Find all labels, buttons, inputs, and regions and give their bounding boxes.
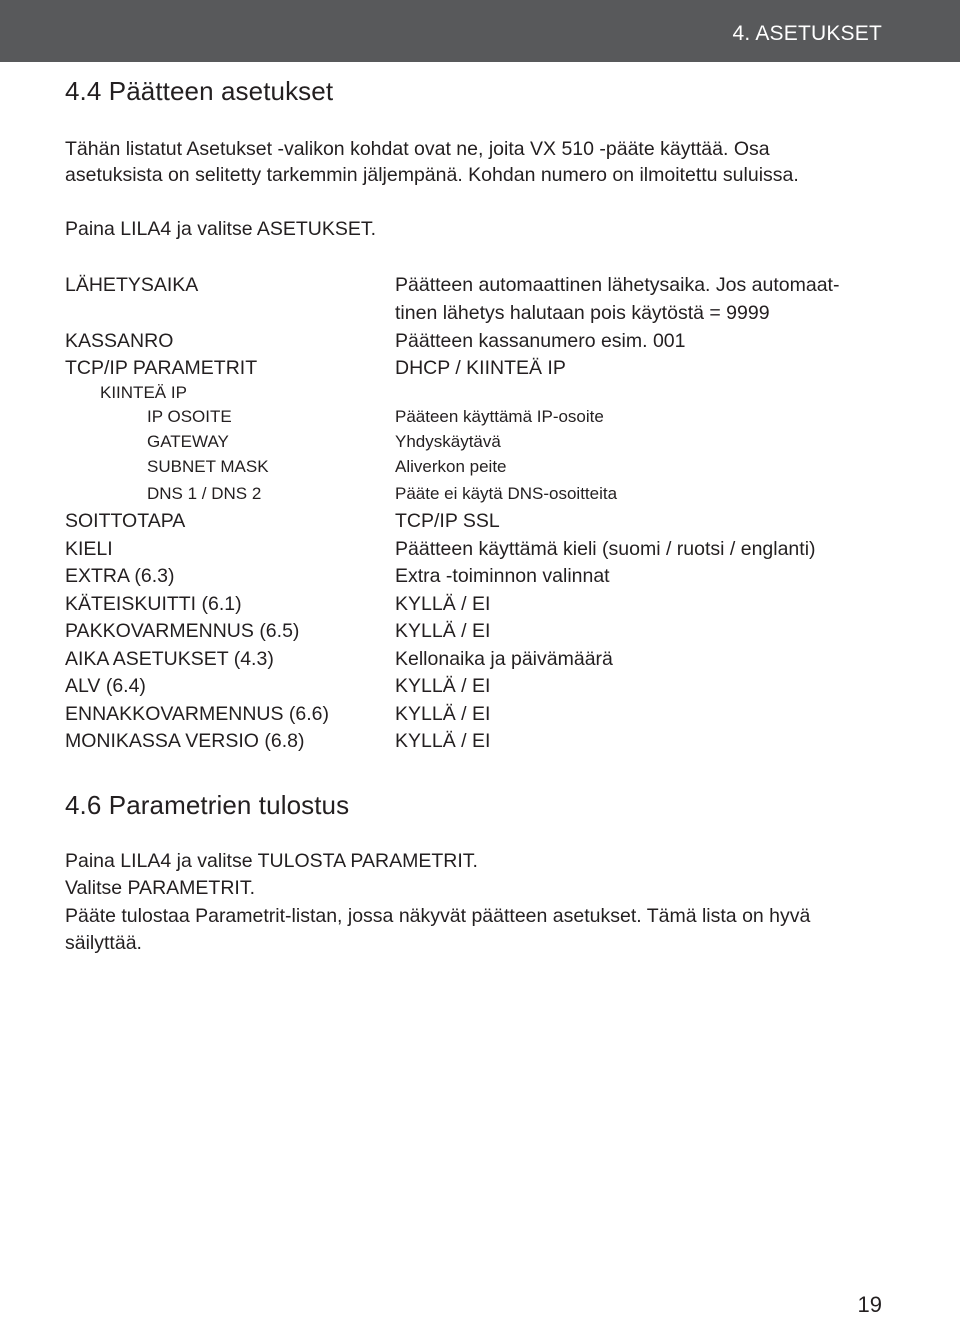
setting-name: KIINTEÄ IP [100, 383, 187, 402]
setting-name: EXTRA (6.3) [65, 565, 175, 587]
setting-name: SOITTOTAPA [65, 510, 186, 532]
setting-value: TCP/IP SSL [395, 510, 500, 532]
setting-value: KYLLÄ / EI [395, 703, 491, 725]
section-title-4-6: 4.6 Parametrien tulostus [65, 790, 350, 820]
setting-value: Pääte ei käytä DNS-osoitteita [395, 484, 618, 503]
print-instruction-line-1: Paina LILA4 ja valitse TULOSTA PARAMETRIT. [65, 850, 478, 872]
header-bar [0, 0, 960, 62]
section-title-4-4: 4.4 Päätteen asetukset [65, 76, 334, 106]
setting-name: TCP/IP PARAMETRIT [65, 357, 258, 379]
setting-value: Aliverkon peite [395, 457, 507, 476]
setting-name: DNS 1 / DNS 2 [147, 484, 262, 503]
setting-value: Yhdyskäytävä [395, 432, 501, 451]
setting-name: AIKA ASETUKSET (4.3) [65, 648, 274, 670]
setting-name: KIELI [65, 538, 113, 560]
setting-name: LÄHETYSAIKA [65, 274, 199, 296]
print-instruction-line-2: Valitse PARAMETRIT. [65, 877, 255, 899]
page-number: 19 [857, 1292, 882, 1317]
setting-value: KYLLÄ / EI [395, 620, 491, 642]
chapter-title: 4. ASETUKSET [732, 22, 882, 45]
print-instruction-line-3: Pääte tulostaa Parametrit-listan, jossa näkyvät päätteen asetukset. Tämä lista on hyvä [65, 905, 811, 927]
setting-name: KASSANRO [65, 330, 174, 352]
setting-value: KYLLÄ / EI [395, 675, 491, 697]
setting-value: Extra -toiminnon valinnat [395, 565, 610, 587]
setting-name: ENNAKKOVARMENNUS (6.6) [65, 703, 330, 725]
setting-value: KYLLÄ / EI [395, 593, 491, 615]
setting-value: Päätteen kassanumero esim. 001 [395, 330, 686, 352]
setting-name: PAKKOVARMENNUS (6.5) [65, 620, 300, 642]
setting-name: KÄTEISKUITTI (6.1) [65, 593, 242, 615]
setting-name: MONIKASSA VERSIO (6.8) [65, 730, 305, 752]
setting-name: ALV (6.4) [65, 675, 146, 697]
setting-value-continued: tinen lähetys halutaan pois käytöstä = 9999 [395, 302, 770, 324]
setting-value: DHCP / KIINTEÄ IP [395, 357, 566, 379]
intro-paragraph-line-2: asetuksista on selitetty tarkemmin jäljempänä. Kohdan numero on ilmoitettu suluissa. [65, 164, 799, 186]
print-instruction-line-4: säilyttää. [65, 932, 142, 954]
instruction-text: Paina LILA4 ja valitse ASETUKSET. [65, 218, 377, 240]
setting-value: Pääteen käyttämä IP-osoite [395, 407, 604, 426]
setting-name: IP OSOITE [147, 407, 232, 426]
setting-value: Päätteen automaattinen lähetysaika. Jos automaat- [395, 274, 840, 296]
intro-paragraph-line-1: Tähän listatut Asetukset -valikon kohdat ovat ne, joita VX 510 -pääte käyttää. Osa [65, 138, 770, 160]
setting-name: GATEWAY [147, 432, 229, 451]
setting-value: Kellonaika ja päivämäärä [395, 648, 613, 670]
setting-value: Päätteen käyttämä kieli (suomi / ruotsi / englanti) [395, 538, 816, 560]
setting-name: SUBNET MASK [147, 457, 269, 476]
setting-value: KYLLÄ / EI [395, 730, 491, 752]
